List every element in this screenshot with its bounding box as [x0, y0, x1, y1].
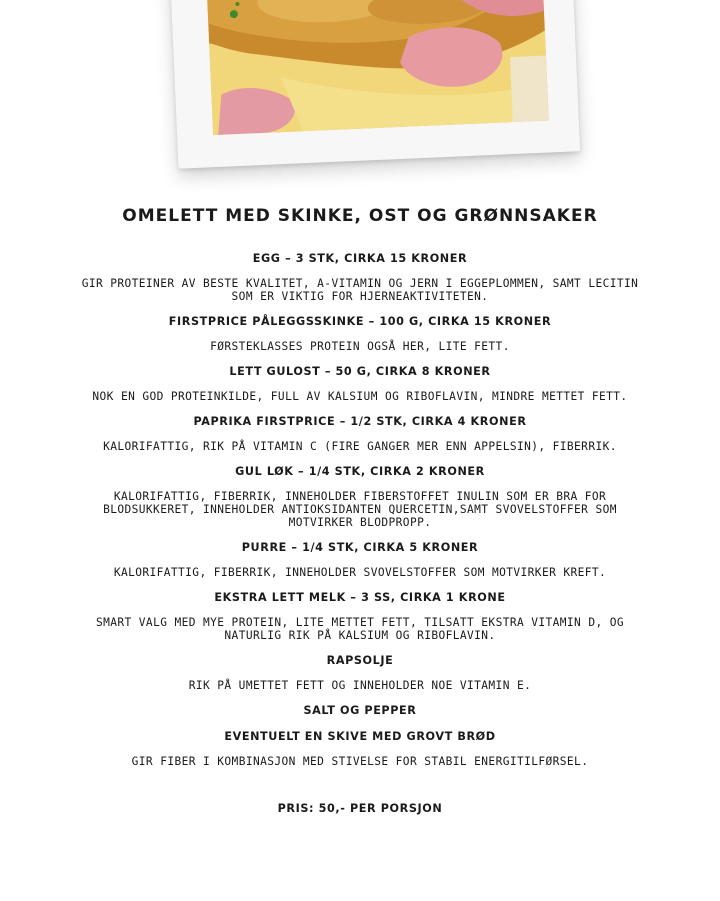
ingredient-item	[0, 540, 720, 579]
ingredient-heading: SALT OG PEPPER	[303, 704, 417, 717]
ingredient-heading: EKSTRA LETT MELK – 3 SS, CIRKA 1 KRONE	[214, 591, 506, 604]
ingredient-heading: LETT GULOST – 50 G, CIRKA 8 KRONER	[229, 365, 491, 378]
ingredient-description: FØRSTEKLASSES PROTEIN OGSÅ HER, LITE FETT.	[210, 340, 510, 353]
ingredient-description: GIR FIBER I KOMBINASJON MED STIVELSE FOR STABIL ENERGITILFØRSEL.	[131, 755, 589, 768]
recipe-title: OMELETT MED SKINKE, OST OG GRØNNSAKER	[122, 206, 598, 226]
ingredient-description: NOK EN GOD PROTEINKILDE, FULL AV KALSIUM OG RIBOFLAVIN, MINDRE METTET FETT.	[92, 390, 628, 403]
ingredient-heading: PAPRIKA FIRSTPRICE – 1/2 STK, CIRKA 4 KRONER	[193, 415, 527, 428]
ingredient-heading: EVENTUELT EN SKIVE MED GROVT BRØD	[224, 730, 496, 743]
ingredient-item	[0, 729, 720, 768]
polaroid-photo-frame	[170, 0, 580, 169]
ingredient-item	[0, 653, 720, 692]
ingredient-description: KALORIFATTIG, FIBERRIK, INNEHOLDER SVOVELSTOFFER SOM MOTVIRKER KREFT.	[113, 566, 607, 579]
ingredient-heading: PURRE – 1/4 STK, CIRKA 5 KRONER	[241, 541, 479, 554]
ingredient-heading: RAPSOLJE	[326, 654, 394, 667]
ingredient-item	[0, 251, 720, 303]
recipe-content	[0, 203, 720, 826]
ingredient-item	[0, 414, 720, 453]
ingredient-item	[0, 590, 720, 642]
ingredient-description: SMART VALG MED MYE PROTEIN, LITE METTET FETT, TILSATT EKSTRA VITAMIN D, OG NATURLIG RIK PÅ KALSIUM OG RIBOFLAVIN.	[95, 616, 625, 642]
ingredient-description: KALORIFATTIG, FIBERRIK, INNEHOLDER FIBERSTOFFET INULIN SOM ER BRA FOR BLODSUKKERET, INNEHOLDER ANTIOKSIDANTEN QUERCETIN,SAMT SVOVELSTOFFER SOM MOTVIRKER BLODPROPP.	[103, 490, 617, 529]
ingredient-description: GIR PROTEINER AV BESTE KVALITET, A-VITAMIN OG JERN I EGGEPLOMMEN, SAMT LECITIN SOM ER VIKTIG FOR HJERNEAKTIVITETEN.	[81, 277, 639, 303]
ingredient-heading: GUL LØK – 1/4 STK, CIRKA 2 KRONER	[235, 465, 485, 478]
price-label: PRIS: 50,- PER PORSJON	[277, 802, 443, 815]
ingredient-item	[0, 314, 720, 353]
ingredient-item	[0, 364, 720, 403]
ingredient-item	[0, 464, 720, 529]
ingredient-description: RIK PÅ UMETTET FETT OG INNEHOLDER NOE VITAMIN E.	[188, 679, 532, 692]
ingredient-description: KALORIFATTIG, RIK PÅ VITAMIN C (FIRE GANGER MER ENN APPELSIN), FIBERRIK.	[103, 440, 617, 453]
ingredient-heading: FIRSTPRICE PÅLEGGSSKINKE – 100 G, CIRKA 15 KRONER	[168, 315, 552, 328]
ingredient-heading: EGG – 3 STK, CIRKA 15 KRONER	[252, 252, 468, 265]
ingredient-item	[0, 703, 720, 719]
omelette-photo	[207, 0, 549, 135]
